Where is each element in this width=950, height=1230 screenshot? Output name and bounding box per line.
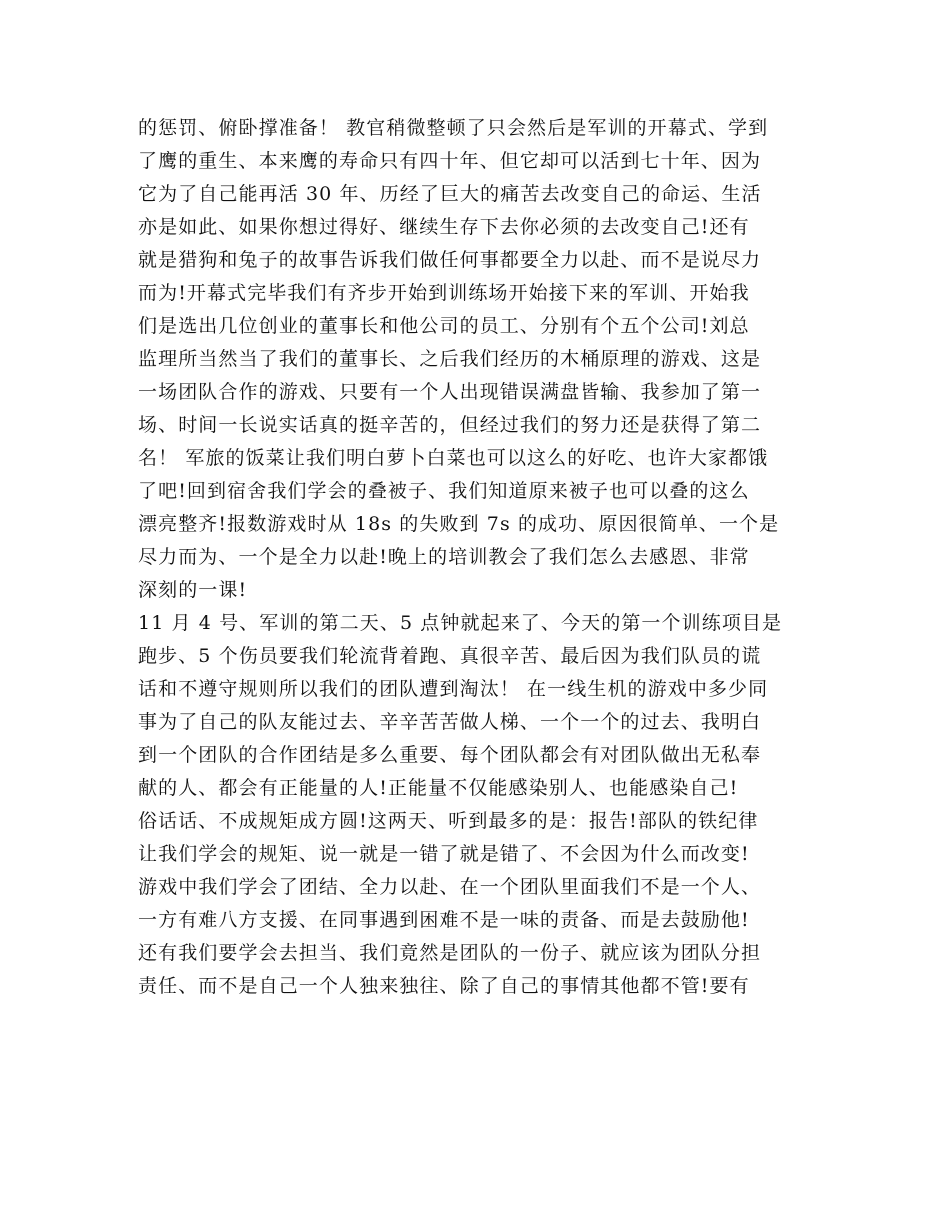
- text-line: 们是选出几位创业的董事长和他公司的员工、分别有个五个公司!刘总: [138, 315, 750, 337]
- text-line: 让我们学会的规矩、说一就是一错了就是错了、不会因为什么而改变!: [138, 843, 750, 865]
- text-line: 俗话话、不成规矩成方圆!这两天、听到最多的是：报告!部队的铁纪律: [138, 810, 759, 832]
- text-line: 尽力而为、一个是全力以赴!晚上的培训教会了我们怎么去感恩、非常: [138, 546, 750, 568]
- text-line: 漂亮整齐!报数游戏时从 18s 的失败到 7s 的成功、原因很简单、一个是: [138, 513, 780, 535]
- text-line: 而为!开幕式完毕我们有齐步开始到训练场开始接下来的军训、开始我: [138, 282, 750, 304]
- text-line: 的惩罚、俯卧撑准备！ 教官稍微整顿了只会然后是军训的开幕式、学到: [138, 117, 769, 139]
- text-line: 就是猎狗和兔子的故事告诉我们做任何事都要全力以赴、而不是说尽力: [138, 249, 762, 271]
- text-line: 亦是如此、如果你想过得好、继续生存下去你必须的去改变自己!还有: [138, 216, 750, 238]
- text-line: 献的人、都会有正能量的人!正能量不仅能感染别人、也能感染自己!: [138, 777, 739, 799]
- text-line: 11 月 4 号、军训的第二天、5 点钟就起来了、今天的第一个训练项目是: [138, 612, 783, 634]
- text-line: 场、时间一长说实话真的挺辛苦的，但经过我们的努力还是获得了第二: [138, 414, 762, 436]
- body-text: [138, 112, 828, 1003]
- text-line: 到一个团队的合作团结是多么重要、每个团队都会有对团队做出无私奉: [138, 744, 762, 766]
- text-line: 深刻的一课!: [138, 579, 248, 601]
- text-line: 了鹰的重生、本来鹰的寿命只有四十年、但它却可以活到七十年、因为: [138, 150, 762, 172]
- text-line: 名！ 军旅的饭菜让我们明白萝卜白菜也可以这么的好吃、也许大家都饿: [138, 447, 769, 469]
- text-line: 游戏中我们学会了团结、全力以赴、在一个团队里面我们不是一个人、: [138, 876, 762, 898]
- text-line: 了吧!回到宿舍我们学会的叠被子、我们知道原来被子也可以叠的这么: [138, 480, 750, 502]
- text-line: 还有我们要学会去担当、我们竟然是团队的一份子、就应该为团队分担: [138, 942, 762, 964]
- text-line: 责任、而不是自己一个人独来独往、除了自己的事情其他都不管!要有: [138, 975, 750, 997]
- text-line: 一方有难八方支援、在同事遇到困难不是一味的责备、而是去鼓励他!: [138, 909, 750, 931]
- text-line: 跑步、5 个伤员要我们轮流背着跑、真很辛苦、最后因为我们队员的谎: [138, 645, 762, 667]
- text-line: 一场团队合作的游戏、只要有一个人出现错误满盘皆输、我参加了第一: [138, 381, 762, 403]
- text-line: 事为了自己的队友能过去、辛辛苦苦做人梯、一个一个的过去、我明白: [138, 711, 762, 733]
- text-line: 它为了自己能再活 30 年、历经了巨大的痛苦去改变自己的命运、生活: [138, 183, 762, 205]
- text-line: 监理所当然当了我们的董事长、之后我们经历的木桶原理的游戏、这是: [138, 348, 762, 370]
- text-line: 话和不遵守规则所以我们的团队遭到淘汰！ 在一线生机的游戏中多少同: [138, 678, 769, 700]
